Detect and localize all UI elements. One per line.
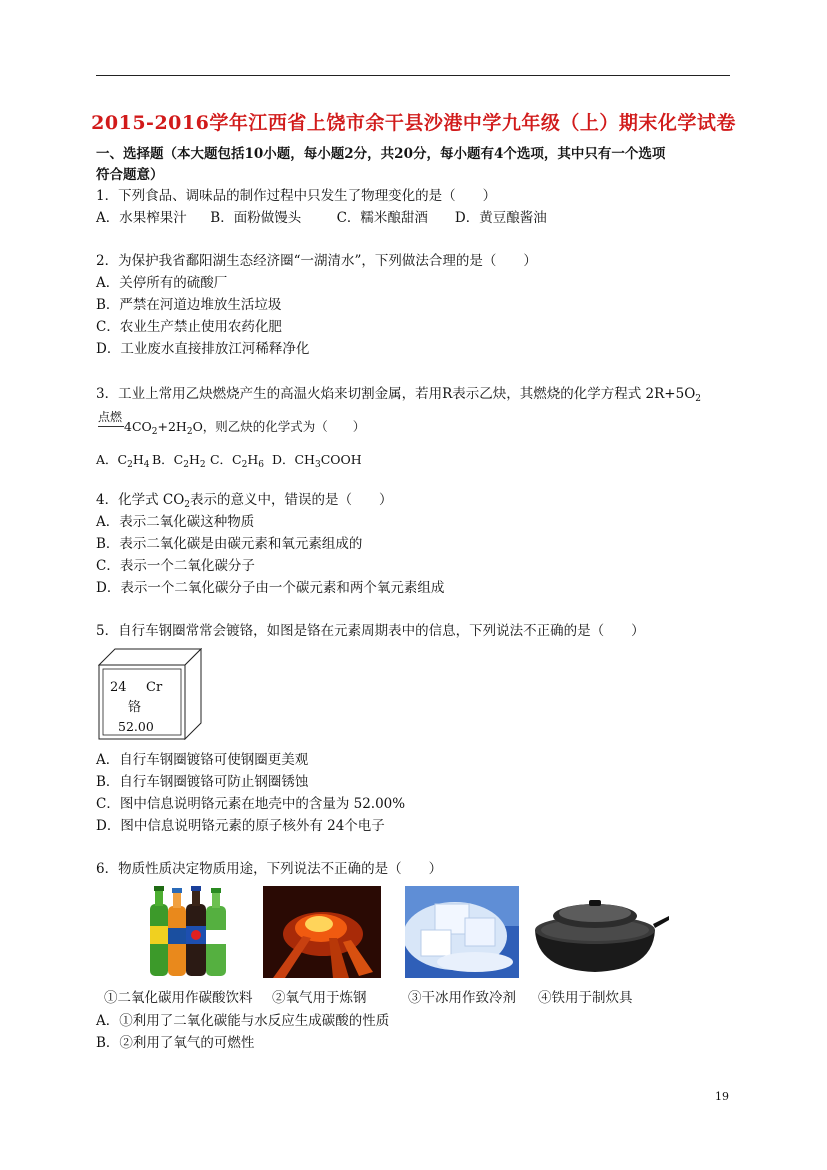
q3-eq-tail: O，则乙炔的化学式为（ ） bbox=[192, 419, 366, 434]
cube-side-face bbox=[185, 649, 201, 739]
q3-options bbox=[96, 450, 362, 475]
q5-option-c: C．图中信息说明铬元素在地壳中的含量为 52.00% bbox=[96, 796, 406, 812]
q3-stem-subscript: 2 bbox=[695, 394, 701, 404]
q1-option-b: B．面粉做馒头 bbox=[210, 210, 302, 226]
q3-stem-text: 3．工业上常用乙炔燃烧产生的高温火焰来切割金属，若用R表示乙炔，其燃烧的化学方程式 2R+5O bbox=[96, 386, 696, 402]
q2-option-b: B．严禁在河道边堆放生活垃圾 bbox=[96, 297, 282, 313]
q1-option-a: A．水果榨果汁 bbox=[96, 210, 187, 226]
q2-stem: 2．为保护我省鄱阳湖生态经济圈“一湖清水”，下列做法合理的是（ ） bbox=[96, 253, 537, 269]
q3-reaction-arrow bbox=[98, 426, 124, 427]
soda-bottles-image bbox=[146, 886, 230, 978]
q3-eq-sub2: 2 bbox=[186, 427, 193, 437]
element-atomic-mass: 52.00 bbox=[118, 719, 154, 734]
section-heading bbox=[96, 144, 736, 186]
element-atomic-number: 24 bbox=[110, 680, 127, 695]
section-heading-line1: 一、选择题（本大题包括10小题，每小题2分，共20分，每小题有4个选项，其中只有一个选项 bbox=[96, 146, 666, 162]
q1-option-c: C．糯米酿甜酒 bbox=[336, 210, 428, 226]
q2-option-c: C．农业生产禁止使用农药化肥 bbox=[96, 319, 282, 335]
q5-option-b: B．自行车钢圈镀铬可防止钢圈锈蚀 bbox=[96, 774, 309, 790]
dry-ice-image bbox=[405, 886, 519, 978]
image-caption-1: ①二氧化碳用作碳酸饮料 bbox=[104, 990, 253, 1006]
q3-option-d: D．CH3COOH bbox=[271, 452, 362, 470]
bottle-cola bbox=[186, 886, 206, 976]
bottle-lemon bbox=[206, 888, 226, 976]
section-heading-line2: 符合题意） bbox=[96, 167, 164, 183]
q4-option-c: C．表示一个二氧化碳分子 bbox=[96, 558, 255, 574]
bottle-orange bbox=[168, 888, 186, 976]
q1-options bbox=[96, 208, 547, 228]
q5-stem: 5．自行车钢圈常常会镀铬，如图是铬在元素周期表中的信息，下列说法不正确的是（ ） bbox=[96, 623, 645, 639]
q3-reaction-condition: 点燃 bbox=[98, 410, 123, 424]
q3-eq-co: 4CO bbox=[124, 419, 152, 434]
q3-option-c: C．C2H6 bbox=[209, 452, 264, 470]
q3-eq-h: +2H bbox=[157, 419, 187, 434]
exam-title: 2015-2016学年江西省上饶市余干县沙港中学九年级（上）期末化学试卷 bbox=[91, 112, 736, 134]
q2-option-d: D．工业废水直接排放江河稀释净化 bbox=[96, 341, 310, 357]
chromium-element-cell bbox=[98, 648, 202, 740]
wok-image bbox=[531, 886, 671, 978]
q3-option-b: B．C2H2 bbox=[151, 452, 206, 470]
q4-option-a: A．表示二氧化碳这种物质 bbox=[96, 514, 255, 530]
q4-option-d: D．表示一个二氧化碳分子由一个碳元素和两个氧元素组成 bbox=[96, 580, 445, 596]
q4-option-b: B．表示二氧化碳是由碳元素和氧元素组成的 bbox=[96, 536, 363, 552]
image-caption-2: ②氧气用于炼钢 bbox=[272, 990, 367, 1006]
element-name: 铬 bbox=[128, 700, 142, 715]
q3-equation-products bbox=[124, 417, 365, 442]
q4-stem-pre: 4．化学式 CO bbox=[96, 492, 185, 508]
q6-option-a: A．①利用了二氧化碳能与水反应生成碳酸的性质 bbox=[96, 1013, 390, 1029]
q5-option-a: A．自行车钢圈镀铬可使钢圈更美观 bbox=[96, 752, 309, 768]
q1-option-d: D．黄豆酿酱油 bbox=[454, 210, 547, 226]
cube-top-face bbox=[99, 649, 201, 665]
q3-eq-sub1: 2 bbox=[151, 427, 158, 437]
steelmaking-image bbox=[263, 886, 381, 978]
q4-stem-post: 表示的意义中，错误的是（ ） bbox=[190, 492, 393, 508]
bottle-green bbox=[150, 886, 168, 976]
q6-option-b: B．②利用了氧气的可燃性 bbox=[96, 1035, 255, 1051]
q5-option-d: D．图中信息说明铬元素的原子核外有 24个电子 bbox=[96, 818, 385, 834]
q3-stem bbox=[96, 384, 701, 409]
page-number: 19 bbox=[715, 1090, 729, 1103]
q4-stem-sub: 2 bbox=[184, 500, 191, 510]
q3-option-a: A．C2H4 bbox=[96, 452, 150, 470]
q2-option-a: A．关停所有的硫酸厂 bbox=[96, 275, 228, 291]
q6-stem: 6．物质性质决定物质用途，下列说法不正确的是（ ） bbox=[96, 861, 443, 877]
image-caption-3: ③干冰用作致冷剂 bbox=[408, 990, 516, 1006]
q1-stem: 1．下列食品、调味品的制作过程中只发生了物理变化的是（ ） bbox=[96, 188, 497, 204]
element-symbol: Cr bbox=[146, 680, 163, 695]
image-caption-4: ④铁用于制炊具 bbox=[538, 990, 633, 1006]
header-rule bbox=[96, 75, 730, 76]
